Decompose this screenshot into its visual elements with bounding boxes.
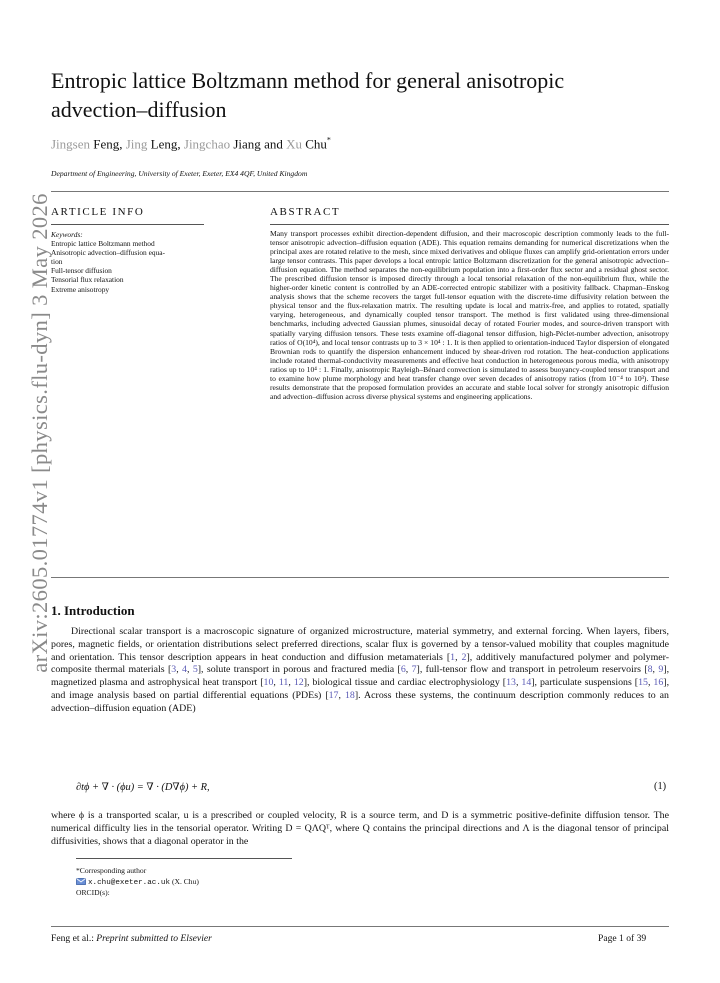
keyword-item: Entropic lattice Boltzmann method: [51, 239, 155, 249]
orcid-label: ORCID(s):: [76, 888, 110, 898]
author-given-name: Jing: [125, 136, 151, 152]
author-separator: ,: [177, 136, 184, 152]
equation-1: ∂tϕ + ∇ · (ϕu) = ∇ · (D∇ϕ) + R,: [76, 782, 210, 793]
article-info-rule: [51, 224, 204, 225]
citation-link[interactable]: 8: [647, 664, 653, 676]
header-divider: [51, 191, 669, 192]
citation-link[interactable]: 10: [263, 677, 274, 688]
citation-link[interactable]: 18: [344, 689, 355, 701]
citation-link[interactable]: 6: [400, 664, 406, 676]
citation-link[interactable]: 2: [461, 651, 467, 663]
keyword-item: Extreme anisotropy: [51, 284, 110, 294]
author-list: [51, 136, 331, 152]
author-separator: ,: [119, 136, 126, 152]
abstract-heading: ABSTRACT: [270, 206, 341, 218]
author-given-name: Jingsen: [51, 136, 94, 152]
email-link[interactable]: x.chu@exeter.ac.uk: [88, 878, 171, 887]
footer-authors: Feng et al.:: [51, 933, 97, 944]
author-family-name: Jiang: [233, 136, 261, 152]
citation-link[interactable]: 9: [658, 664, 664, 676]
keyword-item: Tensorial flux relaxation: [51, 275, 124, 285]
author-separator: and: [260, 136, 287, 152]
keyword-list: [51, 239, 211, 294]
affiliation: Department of Engineering, University of Exeter, Exeter, EX4 4QF, United Kingdom: [51, 169, 308, 178]
abstract-end-divider: [51, 577, 669, 578]
footer-citation: [51, 933, 212, 944]
section-heading: 1. Introduction: [51, 603, 135, 618]
citation-link[interactable]: 16: [653, 677, 664, 688]
keywords-block: [51, 230, 211, 294]
keyword-item: Full-tensor diffusion: [51, 266, 112, 276]
arxiv-identifier: arXiv:2605.01774v1 [physics.flu-dyn] 3 May 2026: [27, 193, 52, 673]
citation-link[interactable]: 17: [328, 689, 339, 701]
page-number: Page 1 of 39: [598, 933, 647, 944]
article-info-heading: ARTICLE INFO: [51, 206, 145, 218]
citation-link[interactable]: 3: [171, 664, 177, 676]
footnote-rule: [76, 858, 292, 859]
citation-link[interactable]: 1: [450, 651, 456, 663]
author-separator: *: [326, 136, 331, 145]
citation-link[interactable]: 15: [638, 677, 648, 688]
keyword-item: Anisotropic advection–diffusion equa-: [51, 248, 165, 258]
footer-journal: Preprint submitted to Elsevier: [96, 933, 212, 944]
citation-link[interactable]: 12: [293, 677, 304, 688]
author-given-name: Xu: [286, 136, 306, 152]
paper-title: Entropic lattice Boltzmann method for general anisotropic advection–diffusion: [51, 68, 565, 122]
mail-icon: [76, 878, 86, 885]
citation-link[interactable]: 13: [506, 677, 516, 688]
citation-link[interactable]: 5: [192, 664, 198, 676]
author-given-name: Jingchao: [183, 136, 234, 152]
arxiv-side-stamp: [26, 193, 54, 673]
abstract-body: Many transport processes exhibit direction-dependent diffusion, and their macroscopic description commonly leads to the full-tensor anisotropic advection–diffusion equation (ADE). This equation remains demanding for numerical discretizations when the principal axes are rotated relative to the mesh, since mixed derivatives and oblique fluxes can amplify grid-orientation errors under large tensor contrasts. This paper develops a local entropic lattice Boltzmann discretization for the general anisotropic advection–diffusion equation. The method separates the non-equilibrium population into a first-order flux sector and a residual ghost sector. The prescribed diffusion tensor is imposed directly through a local tensorial relaxation of the non-equilibrium flux, while the higher-order kinetic content is controlled by an ADE-corrected entropic stabilizer with a positivity fallback. Chapman–Enskog analysis shows that the scheme recovers the target full-tensor equation with the discrete-time diffusivity relation between the physical tensor and the flux-relaxation matrix. The resulting update is local and matrix-free, and applies to rotated, spatially varying, heterogeneous, and dynamically coupled tensor transport. The method is first validated using three-dimensional benchmarks, including advected Gaussian plumes, sinusoidal decay of rotated Fourier modes, and source-driven transport with spatially varying diffusion tensors. These tests examine off-diagonal tensor diffusion, high-Péclet-number advection, anisotropy ratios of O(10⁴), and local tensor contrasts up to 3 × 10⁴ : 1. It is then applied to orientation-induced Taylor dispersion of elongated Brownian rods to quantify the dispersion enhancement induced by shear-driven rod rotation. The heat-conduction applications include rotated thermal-conductivity measurements and effective heat conduction in heterogeneous porous media, with anisotropy ratios up to 10⁴ : 1. Finally, anisotropic Rayleigh–Bénard convection is simulated to assess buoyancy-coupled tensor transport and to examine how plume morphology and heat transfer change over seven decades of anisotropy ratios (from 10⁻⁴ to 10³). These results demonstrate that the proposed formulation provides an accurate and stable local solver for strongly anisotropic diffusion and advection–diffusion across diverse physical systems and engineering applications.: [270, 229, 669, 401]
email-owner: (X. Chu): [171, 876, 199, 886]
footer-divider: [51, 926, 669, 927]
keyword-item: tion: [51, 257, 63, 267]
keywords-label: Keywords:: [51, 230, 83, 239]
citation-link[interactable]: 7: [411, 664, 417, 676]
author-family-name: Feng: [93, 136, 120, 152]
intro-paragraph-2: where ϕ is a transported scalar, u is a prescribed or coupled velocity, R is a source term, and D is a symmetric positive-definite diffusion tensor. The numerical difficulty lies in the tensorial operator. Writing D = QΛQᵀ, where Q contains the principal directions and Λ is the diagonal tensor of principal diffusivities, shows that a diagonal operator in the: [51, 810, 669, 847]
email-line: [76, 877, 199, 889]
footnote: [76, 866, 199, 899]
citation-link[interactable]: 14: [521, 677, 532, 688]
abstract-rule: [270, 224, 669, 225]
author-family-name: Leng: [150, 136, 178, 152]
citation-link[interactable]: 4: [182, 664, 187, 676]
corresponding-author-note: *Corresponding author: [76, 866, 147, 875]
author-family-name: Chu: [305, 136, 327, 152]
intro-paragraph-1: Directional scalar transport is a macroscopic signature of organized microstructure, material symmetry, and external forcing. When layers, fibers, pores, magnetic fields, or orientation distributions select preferred directions, scalar flux is governed by a tensor-valued mobility that couples magnitude and orientation. This tensor description appears in heat conduction and diffusion metamaterials [1, 2], additively manufactured polymer and polymer-composite thermal materials [3, 4, 5], solute transport in porous and fractured media [6, 7], full-tensor flow and transport in petroleum reservoirs [8, 9], magnetized plasma and astrophysical heat transport [10, 11, 12], biological tissue and cardiac electrophysiology [13, 14], particulate suspensions [15, 16], and image analysis based on partial differential equations (PDEs) [17, 18]. Across these systems, the continuum description commonly reduces to an advection–diffusion equation (ADE): [51, 626, 670, 714]
equation-number: (1): [654, 781, 667, 792]
citation-link[interactable]: 11: [278, 677, 289, 688]
